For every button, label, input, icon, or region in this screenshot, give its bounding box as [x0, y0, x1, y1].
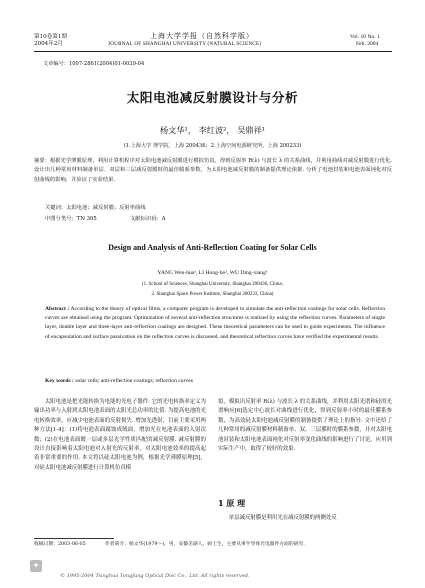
- header-journal-en: JOURNAL OF SHANGHAI UNIVERSITY (NATURAL SCIENCE): [108, 41, 262, 47]
- abstract-en: [45, 305, 385, 342]
- header-journal-cn: 上海大学学报（自然科学版）: [150, 32, 254, 40]
- section-heading: 1 原 理: [218, 498, 246, 508]
- publisher-logo-icon: ✦: [30, 560, 42, 572]
- body-right-column: 拟，模拟出反射率 R(λ) 与波长 λ 的关系曲线，并利用太阳光谱和硅的光谱响应[6]选定中心波长对曲线进行优化，得到反射率小时的最佳膜系参数，为高效硅太阳电池减反射膜的制备提供了理论上的指导. 文中还给了几种常用的减反射膜材料制备单、双、三层膜时的膜系参数，并对太阳电池封装和太阳电池表面钝化对反射率变化曲线的影响进行了讨论，应用到实际生产中，取得了较好的效果.: [218, 399, 392, 453]
- abstract-cn: 摘要：根据光学薄膜原理，利用计算机程序对太阳电池减反射膜进行模拟仿真，得到反射率 R(λ) 与波长 λ 的关系曲线，并利用曲线对减反射膜进行优化. 设计出几种常用材料制备单层、双层和三层减反射膜时的最佳膜系参数，为太阳电池减反射膜的制备提供理论依据. 分析了电池封装和电池表面钝化对反射曲线的影响，并验证了实验结果.: [34, 158, 392, 183]
- footnote-rule: [34, 538, 114, 539]
- copyright-notice: © 1995-2004 Tsinghua Tongfang Optical Disc Co., Ltd. All rights reserved.: [60, 573, 250, 579]
- header-date-en: Feb. 2004: [356, 41, 379, 47]
- header-date-cn: 2004年2月: [34, 41, 63, 47]
- classification-number: 中图分类号：TN 305: [45, 216, 97, 222]
- affiliation-en-2: 2. Shanghai Space Power Institute, Shanghai 200233, China): [151, 292, 274, 297]
- authors-en: YANG Wen-hua¹, LI Hong-bo², WU Ding-xiang¹: [157, 270, 268, 276]
- footnote-received: 收稿日期：2003-06-05: [34, 542, 86, 547]
- keywords-text-en: solar cells; anti-reflection coatings; reflection curves: [75, 378, 193, 384]
- title-cn: 太阳电池减反射膜设计与分析: [126, 90, 299, 105]
- header-volume-cn: 第10卷第1期: [34, 34, 68, 40]
- article-number: 文章编号：1007-2861(2004)01-0039-04: [43, 61, 145, 67]
- abstract-label-en: Abstract :: [45, 306, 70, 312]
- header-rule: [34, 51, 392, 52]
- footnote-author: 作者简介：杨文华(1979～)，男，安徽芜湖人，硕士生，主要从事半导体光电器件方面的研究.: [105, 542, 305, 547]
- affiliation-cn: (1.上海大学 理学院，上海 200436；2.上海空间电源研究所，上海 200233): [123, 143, 302, 149]
- body-left-column: 太阳电池是把光能转换为电能的光电子器件. 它的光电转换率定义为输出功率与入射到太阳电池表面的太阳光总功率的比值. 为提高电池的光电转换效率，应减少电池表面的反射损失. 增加光透射，目前主要采用两种方法[1-4]：(1)将电池表面腐蚀成绒面，增加光在电池表面的入射次数；(2)在电池表面镀一层或多层光学性质匹配的减反射膜. 减反射膜的设计直接影响着太阳电池对入射光的反射率，对太阳电池效率的提高起着非常重要的作用. 本文将以硅太阳电池为例，根据光学薄膜原理[5]，对硅太阳电池减反射膜进行计算机仿真模: [34, 399, 206, 471]
- section-text: 单层减反射膜是利用光在减反射膜的两侧处反: [228, 515, 337, 521]
- authors-cn: 杨文华¹， 李红波²， 吴鼎祥¹: [159, 125, 266, 135]
- title-en: Design and Analysis of Anti-Reflection Coating for Solar Cells: [108, 243, 317, 252]
- affiliation-en-1: (1. School of Sciences, Shanghai University, Shanghai 200436, China;: [141, 282, 284, 287]
- keywords-en: [45, 377, 385, 386]
- keywords-cn: 关键词：太阳电池；减反射膜；反射率曲线: [45, 205, 146, 211]
- header-volume-en: Vol. 10 No. 1: [350, 34, 380, 40]
- abstract-text-en: According to the theory of optical films, a computer program is developed to simulate the anti-reflection coatings for solar cells. Reflection curves are obtained using the program. Optimization of several anti-reflection structures is realized by using the reflection curves. Parameters of single layer, double layer and three-layer anti-reflection coatings are designed. These theoretical parameters can be used to guide experiments. The influence of encapsulation and surface passivation on the reflection curves is discussed, and theoretical reflection curves have verified the experimental results.: [45, 306, 386, 340]
- keywords-label-en: Key words :: [45, 378, 74, 384]
- document-code: 文献标识码：A: [130, 216, 166, 222]
